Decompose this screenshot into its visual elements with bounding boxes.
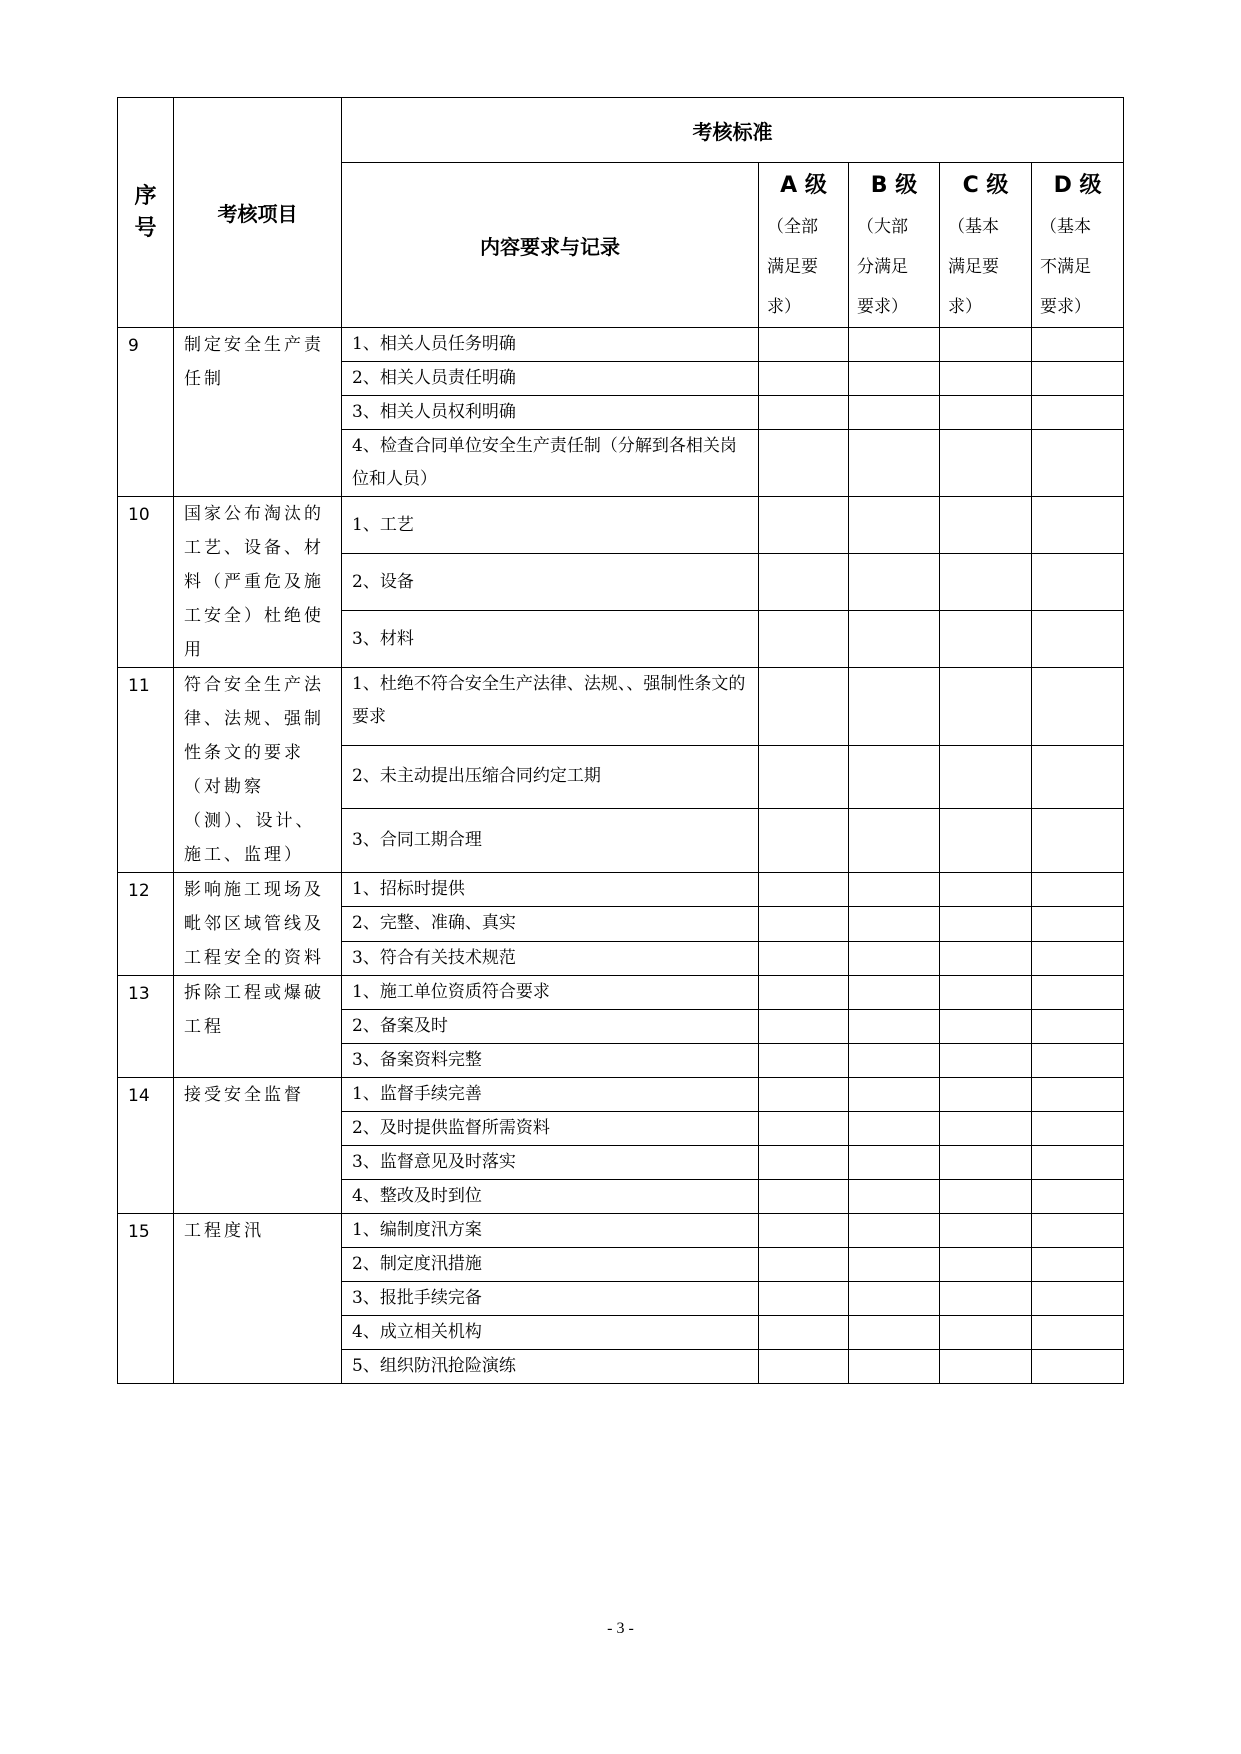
grade-input-cell[interactable]: [940, 1214, 1032, 1248]
grade-input-cell[interactable]: [1032, 809, 1124, 873]
grade-input-cell[interactable]: [1032, 396, 1124, 430]
grade-input-cell[interactable]: [1032, 1316, 1124, 1350]
item-cell: 制定安全生产责任制: [174, 328, 342, 497]
page-number: - 3 -: [607, 1620, 634, 1637]
assessment-table: [117, 97, 1124, 1384]
grade-desc-line: 求）: [948, 297, 982, 317]
content-cell: 3、相关人员权利明确: [342, 396, 759, 430]
content-cell: 1、编制度汛方案: [342, 1214, 759, 1248]
content-cell: 2、及时提供监督所需资料: [342, 1112, 759, 1146]
content-cell: 1、施工单位资质符合要求: [342, 976, 759, 1010]
seq-cell: 13: [118, 976, 174, 1078]
content-cell: 2、设备: [342, 554, 759, 611]
grade-input-cell[interactable]: [940, 554, 1032, 611]
content-cell: 1、杜绝不符合安全生产法律、法规、、强制性条文的要求: [342, 668, 759, 746]
grade-input-cell[interactable]: [849, 668, 940, 746]
grade-input-cell[interactable]: [1032, 1214, 1124, 1248]
item-cell: 拆除工程或爆破工程: [174, 976, 342, 1078]
grade-input-cell[interactable]: [849, 941, 940, 975]
grade-input-cell[interactable]: [940, 362, 1032, 396]
grade-input-cell[interactable]: [1032, 430, 1124, 497]
grade-input-cell[interactable]: [940, 907, 1032, 941]
grade-input-cell[interactable]: [1032, 611, 1124, 668]
content-cell: 2、相关人员责任明确: [342, 362, 759, 396]
grade-input-cell[interactable]: [849, 1146, 940, 1180]
grade-input-cell[interactable]: [759, 941, 849, 975]
grade-title: C 级: [962, 173, 1009, 198]
grade-input-cell[interactable]: [940, 1316, 1032, 1350]
table-row: [118, 976, 1124, 1010]
grade-input-cell[interactable]: [759, 1316, 849, 1350]
grade-input-cell[interactable]: [1032, 1248, 1124, 1282]
grade-input-cell[interactable]: [759, 362, 849, 396]
grade-input-cell[interactable]: [940, 611, 1032, 668]
grade-input-cell[interactable]: [759, 976, 849, 1010]
grade-input-cell[interactable]: [849, 1180, 940, 1214]
item-cell: 影响施工现场及毗邻区域管线及工程安全的资料: [174, 873, 342, 976]
grade-input-cell[interactable]: [759, 1248, 849, 1282]
grade-input-cell[interactable]: [759, 554, 849, 611]
seq-cell: 9: [118, 328, 174, 497]
grade-input-cell[interactable]: [940, 668, 1032, 746]
grade-input-cell[interactable]: [1032, 907, 1124, 941]
grade-input-cell[interactable]: [759, 1350, 849, 1384]
header-seq: 序号: [118, 98, 174, 328]
grade-input-cell[interactable]: [849, 809, 940, 873]
content-cell: 1、相关人员任务明确: [342, 328, 759, 362]
grade-input-cell[interactable]: [759, 668, 849, 746]
grade-input-cell[interactable]: [1032, 873, 1124, 907]
grade-input-cell[interactable]: [759, 1146, 849, 1180]
grade-desc-line: 不满足: [1040, 257, 1091, 277]
grade-input-cell[interactable]: [849, 873, 940, 907]
grade-input-cell[interactable]: [940, 941, 1032, 975]
table-row: [118, 328, 1124, 362]
grade-desc-line: （大部: [857, 217, 908, 237]
grade-input-cell[interactable]: [940, 1282, 1032, 1316]
grade-input-cell[interactable]: [940, 396, 1032, 430]
grade-input-cell[interactable]: [1032, 497, 1124, 554]
table-row: [118, 873, 1124, 907]
content-cell: 4、检查合同单位安全生产责任制（分解到各相关岗位和人员）: [342, 430, 759, 497]
grade-input-cell[interactable]: [940, 1180, 1032, 1214]
grade-input-cell[interactable]: [849, 328, 940, 362]
grade-input-cell[interactable]: [940, 809, 1032, 873]
grade-input-cell[interactable]: [1032, 1282, 1124, 1316]
grade-input-cell[interactable]: [1032, 554, 1124, 611]
grade-title: D 级: [1053, 173, 1102, 198]
table-row: [118, 1214, 1124, 1248]
grade-input-cell[interactable]: [1032, 1078, 1124, 1112]
seq-cell: 15: [118, 1214, 174, 1384]
content-cell: 4、整改及时到位: [342, 1180, 759, 1214]
grade-input-cell[interactable]: [940, 1078, 1032, 1112]
content-cell: 3、监督意见及时落实: [342, 1146, 759, 1180]
grade-input-cell[interactable]: [849, 1078, 940, 1112]
grade-input-cell[interactable]: [849, 1248, 940, 1282]
grade-input-cell[interactable]: [849, 1112, 940, 1146]
seq-cell: 12: [118, 873, 174, 976]
content-cell: 1、招标时提供: [342, 873, 759, 907]
grade-title: A 级: [780, 173, 827, 198]
grade-input-cell[interactable]: [759, 1044, 849, 1078]
header-grade-a: [759, 163, 849, 328]
grade-input-cell[interactable]: [940, 1112, 1032, 1146]
item-cell: 国家公布淘汰的工艺、设备、材料（严重危及施工安全）杜绝使用: [174, 497, 342, 668]
content-cell: 3、合同工期合理: [342, 809, 759, 873]
grade-input-cell[interactable]: [759, 1112, 849, 1146]
grade-input-cell[interactable]: [940, 430, 1032, 497]
grade-input-cell[interactable]: [849, 362, 940, 396]
content-cell: 3、材料: [342, 611, 759, 668]
grade-input-cell[interactable]: [759, 430, 849, 497]
grade-desc-line: （基本: [948, 217, 999, 237]
content-cell: 1、工艺: [342, 497, 759, 554]
grade-input-cell[interactable]: [940, 745, 1032, 809]
grade-desc-line: 满足要: [767, 257, 818, 277]
grade-input-cell[interactable]: [1032, 668, 1124, 746]
content-cell: 2、备案及时: [342, 1010, 759, 1044]
header-item: 考核项目: [174, 98, 342, 328]
grade-input-cell[interactable]: [1032, 1146, 1124, 1180]
content-cell: 3、报批手续完备: [342, 1282, 759, 1316]
content-cell: 4、成立相关机构: [342, 1316, 759, 1350]
grade-input-cell[interactable]: [759, 809, 849, 873]
grade-input-cell[interactable]: [759, 1282, 849, 1316]
grade-input-cell[interactable]: [1032, 1180, 1124, 1214]
grade-input-cell[interactable]: [759, 328, 849, 362]
grade-input-cell[interactable]: [759, 873, 849, 907]
grade-input-cell[interactable]: [1032, 976, 1124, 1010]
grade-input-cell[interactable]: [940, 1248, 1032, 1282]
table-row: [118, 668, 1124, 746]
grade-input-cell[interactable]: [849, 1214, 940, 1248]
grade-desc-line: 要求）: [1040, 297, 1091, 317]
header-grade-c: [940, 163, 1032, 328]
header-content: 内容要求与记录: [342, 163, 759, 328]
grade-input-cell[interactable]: [849, 554, 940, 611]
grade-input-cell[interactable]: [849, 1044, 940, 1078]
table-row: [118, 497, 1124, 554]
grade-input-cell[interactable]: [759, 745, 849, 809]
grade-desc-line: 满足要: [948, 257, 999, 277]
grade-input-cell[interactable]: [849, 1350, 940, 1384]
grade-desc-line: （基本: [1040, 217, 1091, 237]
grade-input-cell[interactable]: [940, 497, 1032, 554]
grade-input-cell[interactable]: [1032, 1112, 1124, 1146]
grade-input-cell[interactable]: [849, 745, 940, 809]
content-cell: 5、组织防汛抢险演练: [342, 1350, 759, 1384]
seq-cell: 14: [118, 1078, 174, 1214]
grade-desc-line: 分满足: [857, 257, 908, 277]
grade-title: B 级: [870, 173, 918, 198]
grade-input-cell[interactable]: [940, 328, 1032, 362]
grade-input-cell[interactable]: [849, 611, 940, 668]
grade-input-cell[interactable]: [940, 1350, 1032, 1384]
grade-desc-line: （全部: [767, 217, 818, 237]
grade-input-cell[interactable]: [1032, 941, 1124, 975]
grade-input-cell[interactable]: [759, 396, 849, 430]
content-cell: 2、未主动提出压缩合同约定工期: [342, 745, 759, 809]
grade-input-cell[interactable]: [849, 1010, 940, 1044]
grade-input-cell[interactable]: [849, 976, 940, 1010]
grade-input-cell[interactable]: [759, 1180, 849, 1214]
content-cell: 1、监督手续完善: [342, 1078, 759, 1112]
grade-input-cell[interactable]: [849, 497, 940, 554]
grade-input-cell[interactable]: [759, 1214, 849, 1248]
grade-input-cell[interactable]: [759, 497, 849, 554]
grade-input-cell[interactable]: [1032, 362, 1124, 396]
content-cell: 3、符合有关技术规范: [342, 941, 759, 975]
item-cell: 符合安全生产法律、法规、强制性条文的要求（对勘察（测）、设计、施工、监理）: [174, 668, 342, 873]
grade-input-cell[interactable]: [849, 907, 940, 941]
seq-cell: 11: [118, 668, 174, 873]
grade-desc-line: 求）: [767, 297, 801, 317]
item-cell: 接受安全监督: [174, 1078, 342, 1214]
table-body: [118, 328, 1124, 1384]
table-row: [118, 1078, 1124, 1112]
grade-input-cell[interactable]: [849, 396, 940, 430]
grade-input-cell[interactable]: [940, 976, 1032, 1010]
grade-input-cell[interactable]: [1032, 1350, 1124, 1384]
grade-input-cell[interactable]: [940, 873, 1032, 907]
header-grade-d: [1032, 163, 1124, 328]
seq-cell: 10: [118, 497, 174, 668]
grade-input-cell[interactable]: [849, 1316, 940, 1350]
grade-input-cell[interactable]: [940, 1010, 1032, 1044]
grade-input-cell[interactable]: [849, 430, 940, 497]
grade-input-cell[interactable]: [759, 1010, 849, 1044]
grade-input-cell[interactable]: [1032, 1044, 1124, 1078]
grade-input-cell[interactable]: [1032, 745, 1124, 809]
item-cell: 工程度汛: [174, 1214, 342, 1384]
grade-input-cell[interactable]: [759, 1078, 849, 1112]
grade-input-cell[interactable]: [940, 1146, 1032, 1180]
grade-desc-line: 要求）: [857, 297, 908, 317]
content-cell: 2、制定度汛措施: [342, 1248, 759, 1282]
header-grade-b: [849, 163, 940, 328]
grade-input-cell[interactable]: [849, 1282, 940, 1316]
header-standard: 考核标准: [342, 98, 1124, 163]
content-cell: 3、备案资料完整: [342, 1044, 759, 1078]
grade-input-cell[interactable]: [759, 907, 849, 941]
grade-input-cell[interactable]: [1032, 1010, 1124, 1044]
grade-input-cell[interactable]: [759, 611, 849, 668]
grade-input-cell[interactable]: [940, 1044, 1032, 1078]
grade-input-cell[interactable]: [1032, 328, 1124, 362]
content-cell: 2、完整、准确、真实: [342, 907, 759, 941]
